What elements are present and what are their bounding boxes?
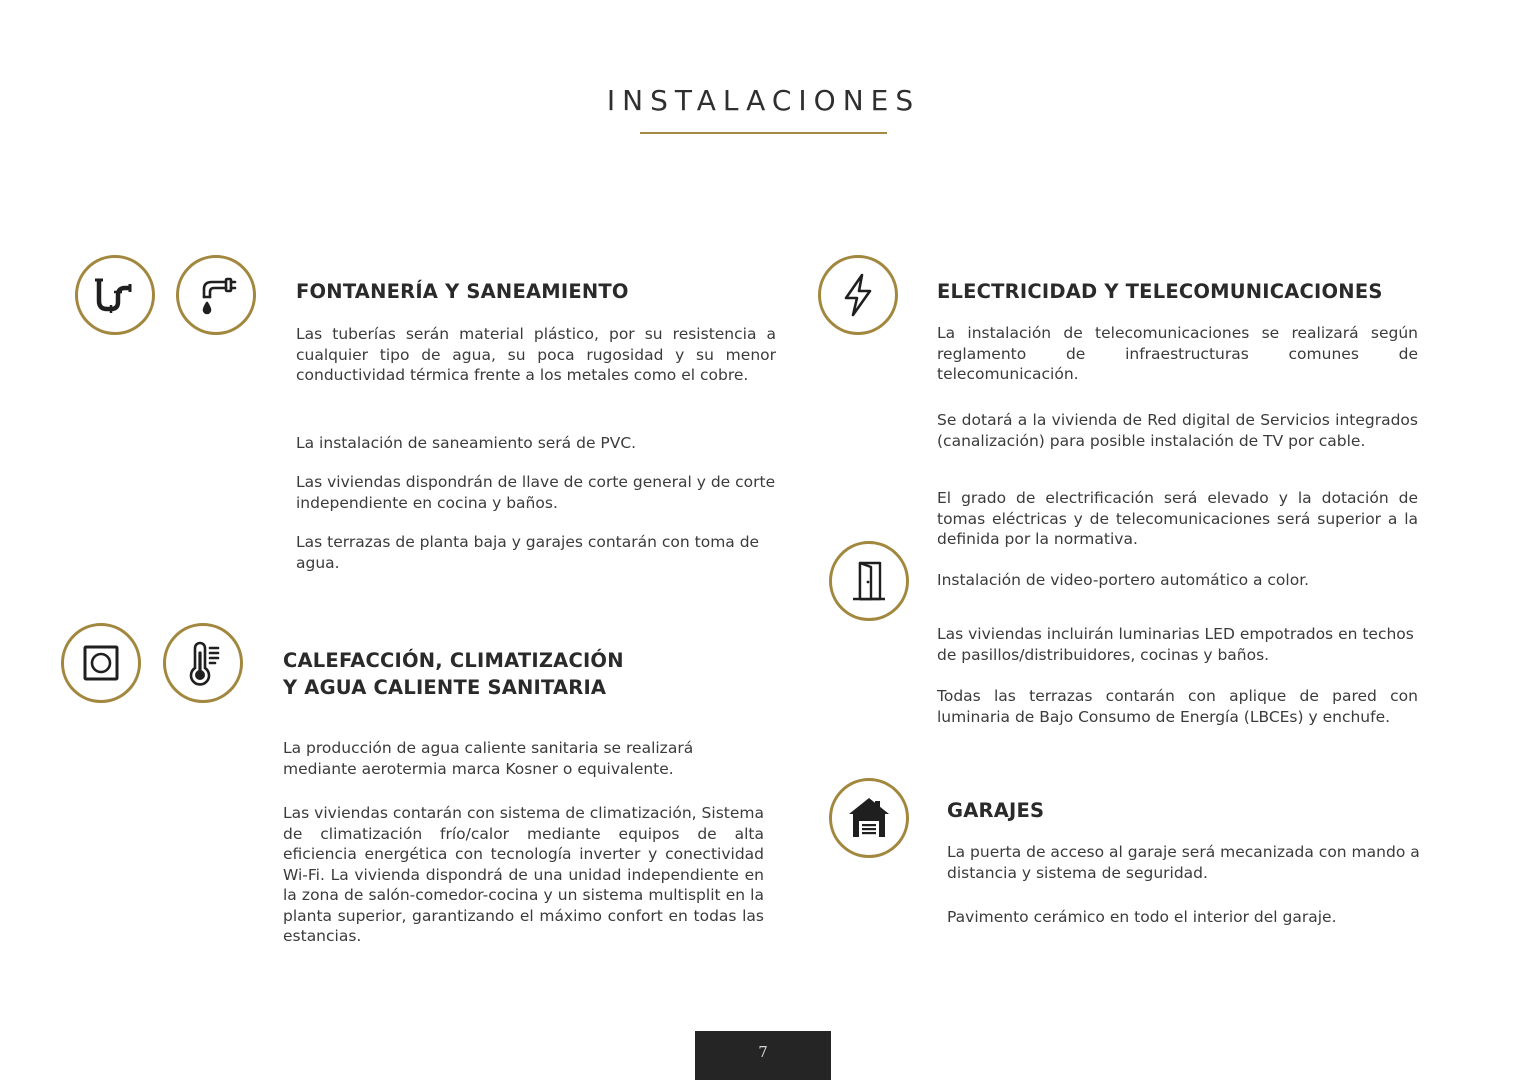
calefaccion-paragraph: La producción de agua caliente sanitaria se realizará mediante aerotermia marca Kosner o equivalente. [283, 739, 694, 778]
garajes-paragraph: Pavimento cerámico en todo el interior del garaje. [947, 908, 1337, 926]
fontaneria-paragraph: La instalación de saneamiento será de PVC. [296, 434, 637, 452]
electricidad-paragraph: El grado de electrificación será elevado y la dotación de tomas eléctricas y de telecomunicaciones será superior a la definida por la normativa. [937, 489, 1418, 548]
lightning-bolt-icon [818, 255, 898, 335]
electricidad-paragraph: Instalación de video-portero automático a color. [937, 571, 1310, 589]
electricidad-paragraph: Todas las terrazas contarán con aplique de pared con luminaria de Bajo Consumo de Energía (LBCEs) y enchufe. [937, 687, 1418, 726]
fontaneria-paragraph: Las terrazas de planta baja y garajes contarán con toma de agua. [296, 533, 760, 572]
faucet-icon [176, 255, 256, 335]
calefaccion-paragraph: Las viviendas contarán con sistema de climatización, Sistema de climatización frío/calor mediante equipos de alta eficiencia energética con tecnología inverter y conectividad Wi-Fi. La vivienda dispondrá de una unidad independiente en la zona de salón-comedor-cocina y un sistema multisplit en la planta superior, garantizando el máximo confort en todas las estancias. [283, 804, 764, 945]
fontaneria-heading: FONTANERÍA Y SANEAMIENTO [296, 280, 629, 303]
door-icon [829, 541, 909, 621]
garajes-paragraph: La puerta de acceso al garaje será mecanizada con mando a distancia y sistema de seguridad. [947, 843, 1420, 882]
electricidad-heading: ELECTRICIDAD Y TELECOMUNICACIONES [937, 280, 1383, 303]
fontaneria-paragraph: Las tuberías serán material plástico, por su resistencia a cualquier tipo de agua, su poca rugosidad y su menor conductividad térmica frente a los metales como el cobre. [296, 325, 776, 384]
electricidad-paragraph: La instalación de telecomunicaciones se realizará según reglamento de infraestructuras comunes de telecomunicación. [937, 324, 1418, 383]
calefaccion-heading-line: Y AGUA CALIENTE SANITARIA [283, 676, 607, 699]
electricidad-paragraph: Se dotará a la vivienda de Red digital de Servicios integrados (canalización) para posible instalación de TV por cable. [937, 411, 1418, 450]
title-divider [640, 132, 887, 134]
ac-unit-icon [61, 623, 141, 703]
electricidad-paragraph: Las viviendas incluirán luminarias LED empotrados en techos de pasillos/distribuidores, cocinas y baños. [937, 625, 1414, 664]
calefaccion-heading [283, 647, 624, 701]
page-title: INSTALACIONES [606, 84, 921, 117]
fontaneria-paragraph: Las viviendas dispondrán de llave de corte general y de corte independiente en cocina y baños. [296, 473, 776, 512]
calefaccion-heading-line: CALEFACCIÓN, CLIMATIZACIÓN [283, 649, 624, 672]
thermometer-icon [163, 623, 243, 703]
page-number: 7 [695, 1031, 831, 1080]
garage-icon [829, 778, 909, 858]
pipe-icon [75, 255, 155, 335]
garajes-heading: GARAJES [947, 799, 1045, 822]
